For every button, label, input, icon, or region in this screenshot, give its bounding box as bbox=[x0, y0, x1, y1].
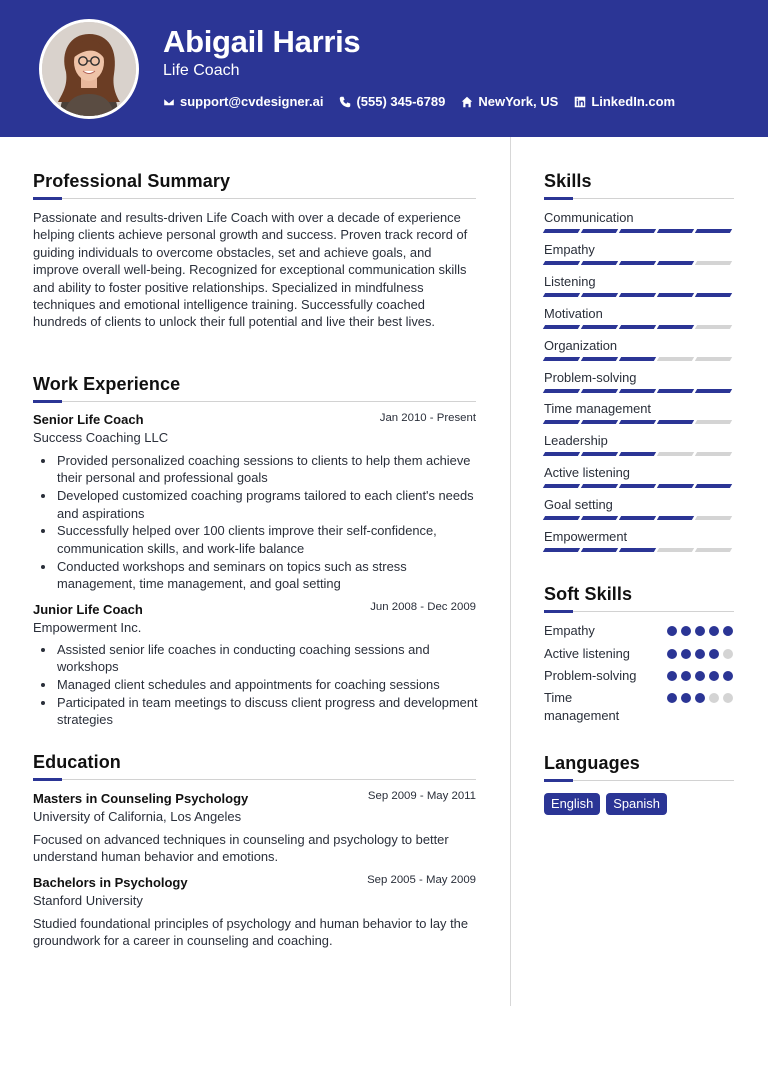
skill-level-segment bbox=[695, 548, 732, 552]
skill-item bbox=[544, 401, 734, 424]
soft-skills-rule bbox=[544, 611, 734, 612]
contact-phone-text: (555) 345-6789 bbox=[356, 94, 446, 109]
rating-dot bbox=[695, 649, 705, 659]
skill-level-segment bbox=[581, 484, 618, 488]
degree-description: Focused on advanced techniques in counseling and psychology to better understand human behavior and emotions. bbox=[33, 832, 449, 865]
skill-item bbox=[544, 370, 734, 393]
skill-level-segment bbox=[657, 357, 694, 361]
soft-skill-label: Time management bbox=[544, 690, 620, 723]
contact-linkedin-text: LinkedIn.com bbox=[591, 94, 676, 109]
job-company: Empowerment Inc. bbox=[33, 620, 142, 635]
languages-list bbox=[544, 793, 667, 815]
rating-dot bbox=[723, 693, 733, 703]
envelope-icon bbox=[163, 96, 175, 108]
skills-heading: Skills bbox=[544, 171, 592, 191]
skill-level-segment bbox=[619, 357, 656, 361]
degree-date: Sep 2009 - May 2011 bbox=[367, 790, 476, 802]
soft-skill-rating bbox=[667, 693, 733, 703]
school-name: University of California, Los Angeles bbox=[33, 809, 242, 824]
rating-dot bbox=[695, 626, 705, 636]
skill-level-bar bbox=[544, 516, 734, 520]
skill-level-segment bbox=[619, 229, 656, 233]
rating-dot bbox=[723, 649, 733, 659]
skill-level-segment bbox=[619, 420, 656, 424]
skill-level-segment bbox=[695, 293, 732, 297]
skill-level-bar bbox=[544, 325, 734, 329]
rating-dot bbox=[667, 649, 677, 659]
skill-level-segment bbox=[543, 229, 580, 233]
soft-skill-rating bbox=[667, 671, 733, 681]
skill-level-segment bbox=[543, 548, 580, 552]
skill-label: Problem-solving bbox=[544, 369, 637, 385]
phone-icon bbox=[339, 96, 351, 108]
skill-level-segment bbox=[695, 420, 732, 424]
skill-item bbox=[544, 274, 734, 297]
skill-label: Active listening bbox=[544, 465, 630, 481]
rating-dot bbox=[667, 693, 677, 703]
skill-level-segment bbox=[619, 548, 656, 552]
profile-photo bbox=[42, 22, 136, 116]
list-item: Conducted workshops and seminars on topics such as stress management, time management, and goal setting bbox=[33, 558, 478, 593]
soft-skill-item bbox=[544, 645, 734, 663]
skill-level-segment bbox=[619, 389, 656, 393]
skill-level-segment bbox=[543, 420, 580, 424]
skill-label: Empowerment bbox=[544, 529, 628, 544]
rating-dot bbox=[695, 693, 705, 703]
skill-level-segment bbox=[619, 261, 656, 265]
job-title: Senior Life Coach bbox=[33, 412, 144, 427]
rating-dot bbox=[709, 626, 719, 636]
skill-level-segment bbox=[543, 261, 580, 265]
rating-dot bbox=[709, 649, 719, 659]
skill-level-segment bbox=[657, 452, 694, 456]
skill-label: Goal setting bbox=[544, 497, 613, 513]
skill-level-bar bbox=[544, 229, 734, 233]
skill-label: Organization bbox=[544, 337, 618, 353]
soft-skill-label: Problem-solving bbox=[544, 668, 637, 683]
summary-text: Passionate and results-driven Life Coach with over a decade of experience helping clients achieve personal growth and success. Proven track record of guiding individuals to overcome obstacles, set and achieve goals, and improve overall well-being. Recognized for exceptional communication skills and ability to foster positive relationships. Specialized in mindfulness techniques and emotional intelligence training. Successfully coached hundreds of clients to unlock their full potential and live their best lives. bbox=[33, 210, 468, 330]
skill-label: Motivation bbox=[544, 305, 603, 321]
job-bullets bbox=[33, 452, 478, 593]
skill-level-segment bbox=[543, 516, 580, 520]
contact-row bbox=[163, 94, 675, 109]
skill-label: Time management bbox=[544, 401, 651, 417]
skill-item bbox=[544, 338, 734, 361]
column-divider bbox=[510, 137, 511, 1006]
skill-item bbox=[544, 306, 734, 329]
skill-level-bar bbox=[544, 452, 734, 456]
contact-email[interactable] bbox=[163, 94, 323, 109]
soft-skill-label: Empathy bbox=[544, 623, 595, 638]
skill-level-segment bbox=[695, 389, 732, 393]
job-title: Junior Life Coach bbox=[33, 602, 143, 617]
rating-dot bbox=[695, 671, 705, 681]
degree-title: Masters in Counseling Psychology bbox=[33, 791, 249, 806]
skill-item bbox=[544, 497, 734, 520]
skill-level-segment bbox=[695, 452, 732, 456]
education-rule bbox=[33, 779, 476, 780]
soft-skills-heading: Soft Skills bbox=[544, 584, 633, 604]
skill-label: Empathy bbox=[544, 241, 595, 257]
list-item: Developed customized coaching programs tailored to each client's needs and aspirations bbox=[33, 487, 478, 522]
soft-skill-item bbox=[544, 622, 734, 640]
languages-heading: Languages bbox=[544, 753, 640, 773]
skill-level-segment bbox=[543, 357, 580, 361]
skill-level-bar bbox=[544, 389, 734, 393]
job-bullets bbox=[33, 641, 478, 729]
list-item: Managed client schedules and appointments for coaching sessions bbox=[33, 676, 478, 693]
avatar bbox=[39, 19, 139, 119]
skills-rule bbox=[544, 198, 734, 199]
skill-level-segment bbox=[695, 261, 732, 265]
rating-dot bbox=[681, 649, 691, 659]
skill-level-segment bbox=[619, 293, 656, 297]
skill-level-segment bbox=[695, 229, 732, 233]
rating-dot bbox=[709, 671, 719, 681]
degree-date: Sep 2005 - May 2009 bbox=[367, 874, 476, 886]
skill-item bbox=[544, 529, 734, 552]
skill-level-segment bbox=[695, 357, 732, 361]
degree-description: Studied foundational principles of psychology and human behavior to lay the groundwork for a career in counseling and coaching. bbox=[33, 916, 468, 949]
skill-level-segment bbox=[657, 261, 694, 265]
languages-rule bbox=[544, 780, 734, 781]
rating-dot bbox=[723, 626, 733, 636]
skill-level-bar bbox=[544, 548, 734, 552]
skill-level-segment bbox=[657, 293, 694, 297]
skill-level-segment bbox=[695, 516, 732, 520]
education-heading: Education bbox=[33, 752, 121, 772]
summary-heading: Professional Summary bbox=[33, 171, 231, 191]
skill-label: Listening bbox=[544, 273, 596, 289]
soft-skill-label: Active listening bbox=[544, 646, 630, 661]
list-item: Provided personalized coaching sessions to clients to help them achieve their personal and professional goals bbox=[33, 452, 478, 487]
header-banner bbox=[0, 0, 768, 137]
skill-level-segment bbox=[581, 516, 618, 520]
linkedin-icon bbox=[574, 96, 586, 108]
home-icon bbox=[461, 96, 473, 108]
skill-item bbox=[544, 465, 734, 488]
experience-heading: Work Experience bbox=[33, 374, 181, 394]
skill-level-segment bbox=[581, 389, 618, 393]
skill-level-segment bbox=[619, 516, 656, 520]
skill-level-bar bbox=[544, 261, 734, 265]
summary-rule bbox=[33, 198, 476, 199]
rating-dot bbox=[681, 626, 691, 636]
job-date: Jan 2010 - Present bbox=[379, 412, 476, 424]
skill-level-segment bbox=[657, 389, 694, 393]
skill-level-segment bbox=[695, 484, 732, 488]
skill-level-bar bbox=[544, 420, 734, 424]
skill-level-segment bbox=[581, 357, 618, 361]
contact-location bbox=[461, 94, 558, 109]
list-item: Successfully helped over 100 clients improve their self-confidence, communication skills, and work-life balance bbox=[33, 522, 478, 557]
rating-dot bbox=[667, 626, 677, 636]
skill-level-segment bbox=[695, 325, 732, 329]
skill-level-segment bbox=[543, 452, 580, 456]
language-badge: Spanish bbox=[606, 793, 667, 815]
skill-level-segment bbox=[543, 293, 580, 297]
job-company: Success Coaching LLC bbox=[33, 430, 169, 445]
contact-phone[interactable] bbox=[339, 94, 445, 109]
skill-level-segment bbox=[619, 484, 656, 488]
list-item: Participated in team meetings to discuss client progress and development strategies bbox=[33, 694, 478, 729]
skill-level-segment bbox=[581, 261, 618, 265]
skill-level-segment bbox=[657, 484, 694, 488]
skill-label: Communication bbox=[544, 210, 634, 225]
skill-level-segment bbox=[581, 452, 618, 456]
skill-level-segment bbox=[619, 452, 656, 456]
skill-level-segment bbox=[657, 548, 694, 552]
contact-linkedin[interactable] bbox=[574, 94, 675, 109]
skill-level-segment bbox=[657, 229, 694, 233]
soft-skill-item bbox=[544, 667, 734, 685]
list-item: Assisted senior life coaches in conducting coaching sessions and workshops bbox=[33, 641, 478, 676]
skill-label: Leadership bbox=[544, 433, 608, 449]
experience-rule bbox=[33, 401, 476, 402]
contact-email-text: support@cvdesigner.ai bbox=[180, 94, 324, 109]
skill-level-bar bbox=[544, 484, 734, 488]
skill-item bbox=[544, 242, 734, 265]
skill-level-segment bbox=[581, 229, 618, 233]
skill-level-segment bbox=[581, 325, 618, 329]
skill-level-segment bbox=[543, 325, 580, 329]
skill-level-segment bbox=[657, 420, 694, 424]
degree-title: Bachelors in Psychology bbox=[33, 875, 188, 890]
job-date: Jun 2008 - Dec 2009 bbox=[370, 601, 476, 613]
candidate-role: Life Coach bbox=[163, 62, 240, 79]
school-name: Stanford University bbox=[33, 893, 143, 908]
skill-level-bar bbox=[544, 357, 734, 361]
candidate-name: Abigail Harris bbox=[163, 24, 361, 59]
skill-level-segment bbox=[581, 548, 618, 552]
rating-dot bbox=[681, 693, 691, 703]
skill-level-segment bbox=[581, 293, 618, 297]
contact-location-text: NewYork, US bbox=[478, 94, 559, 109]
skill-level-segment bbox=[657, 516, 694, 520]
soft-skill-item bbox=[544, 689, 734, 724]
skill-level-segment bbox=[581, 420, 618, 424]
skill-level-segment bbox=[619, 325, 656, 329]
skill-level-segment bbox=[543, 484, 580, 488]
skill-item bbox=[544, 433, 734, 456]
rating-dot bbox=[723, 671, 733, 681]
soft-skill-rating bbox=[667, 626, 733, 636]
rating-dot bbox=[709, 693, 719, 703]
skill-level-bar bbox=[544, 293, 734, 297]
rating-dot bbox=[667, 671, 677, 681]
rating-dot bbox=[681, 671, 691, 681]
skill-item bbox=[544, 210, 734, 233]
language-badge: English bbox=[544, 793, 600, 815]
skill-level-segment bbox=[657, 325, 694, 329]
skill-level-segment bbox=[543, 389, 580, 393]
soft-skill-rating bbox=[667, 649, 733, 659]
